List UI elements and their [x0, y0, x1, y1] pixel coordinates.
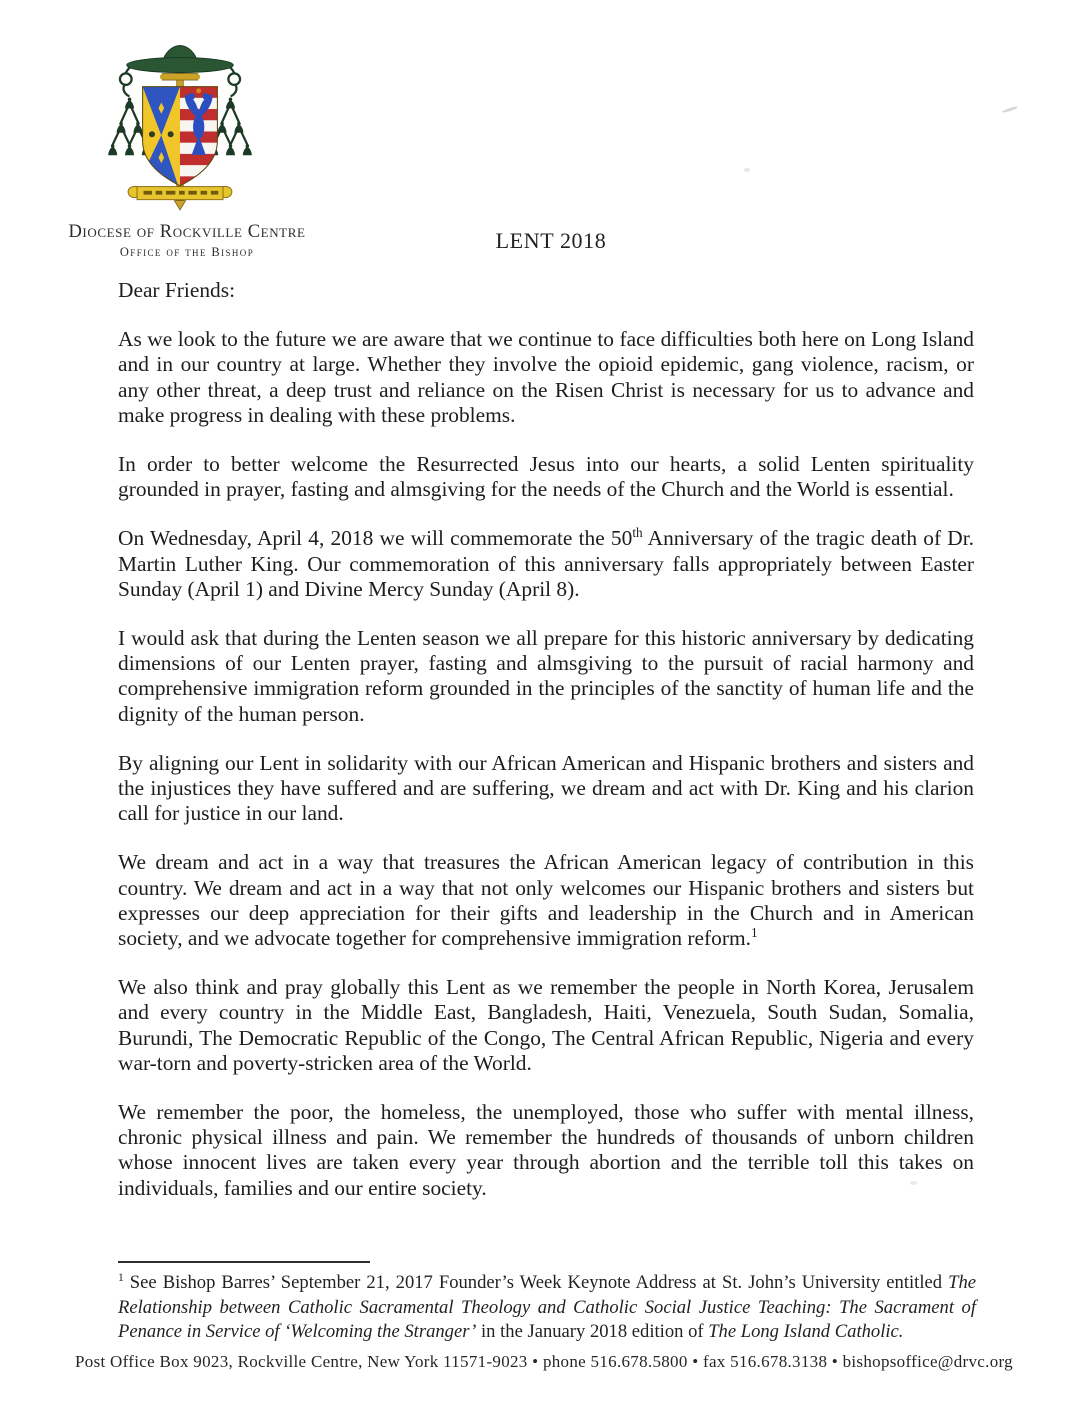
motto-scroll [128, 186, 232, 199]
footnote-separator [118, 1261, 370, 1263]
footer-address: Post Office Box 9023, Rockville Centre, New York 11571-9023 • phone 516.678.5800 • fax 516.678.3138 • bishopsoffice@drvc.org [75, 1352, 1013, 1371]
letter-body [118, 278, 974, 1225]
letter-paragraph: As we look to the future we are aware that we continue to face difficulties both here on Long Island and in our country at large. Whether they involve the opioid epidemic, gang violence, racism, or any other threat, a deep trust and reliance on the Risen Christ is necessary for us to advance and make progress in dealing with these problems. [118, 327, 974, 427]
salutation: Dear Friends: [118, 278, 236, 302]
scan-artifact [1002, 106, 1018, 114]
office-name: Office of the Bishop [119, 245, 255, 259]
letter-paragraph: By aligning our Lent in solidarity with our African American and Hispanic brothers and sisters and the injustices they have suffered and are suffering, we dream and act with Dr. King and his clarion call for justice in our land. [118, 750, 974, 826]
letter-paragraph: On Wednesday, April 4, 2018 we will commemorate the 50th Anniversary of the tragic death of Dr. Martin Luther King. Our commemoration of this anniversary falls appropriately between Easter Sunday (April 1) and Divine Mercy Sunday (April 8). [118, 525, 974, 601]
letter-paragraph: We remember the poor, the homeless, the unemployed, those who suffer with mental illness, chronic physical illness and pain. We remember the hundreds of thousands of unborn children whose innocent lives are taken every year through abortion and the terrible toll this takes on individuals, families and our entire society. [118, 1100, 974, 1200]
diocese-coat-of-arms-icon [94, 34, 266, 214]
letter-paragraph: We dream and act in a way that treasures the African American legacy of contribution in this country. We dream and act in a way that not only welcomes our Hispanic brothers and sisters but expresses our deep appreciation for their gifts and leadership in the Church and in American society, and we advocate together for comprehensive immigration reform.$^1$ [118, 850, 974, 951]
scan-artifact [910, 1181, 917, 1185]
scan-artifact [744, 168, 750, 172]
letter-paragraphs [118, 327, 974, 1201]
letter-paragraph: I would ask that during the Lenten season we all prepare for this historic anniversary by dedicating dimensions of our Lenten prayer, fasting and almsgiving to the pursuit of racial harmony and comprehensive immigration reform grounded in the principles of the sanctity of human life and the dignity of the human person. [118, 626, 974, 726]
galero-hat [127, 45, 234, 72]
footnote-marker: 1 [118, 1271, 124, 1284]
organization-name: Diocese of Rockville Centre [68, 222, 306, 242]
letter-paragraph: We also think and pray globally this Lent as we remember the people in North Korea, Jerusalem and every country in the Middle East, Bangladesh, Haiti, Venezuela, South Sudan, Somalia, Burundi, The Democratic Republic of the Congo, The Central African Republic, Nigeria and every war-torn and poverty-stricken area of the World. [118, 975, 974, 1075]
letter-paragraph: In order to better welcome the Resurrected Jesus into our hearts, a solid Lenten spirituality grounded in prayer, fasting and almsgiving for the needs of the Church and the World is essential. [118, 452, 974, 502]
footnote-text: $^1$ See Bishop Barres’ September 21, 2017 Founder’s Week Keynote Address at St. John’s University entitled The Relationship between Catholic Sacramental Theology and Catholic Social Justice Teaching: The Sacrament of Penance in Service of ‘Welcoming the Stranger’ in the January 2018 edition of The Long Island Catholic. [118, 1271, 976, 1343]
letter-title: LENT 2018 [495, 228, 607, 253]
